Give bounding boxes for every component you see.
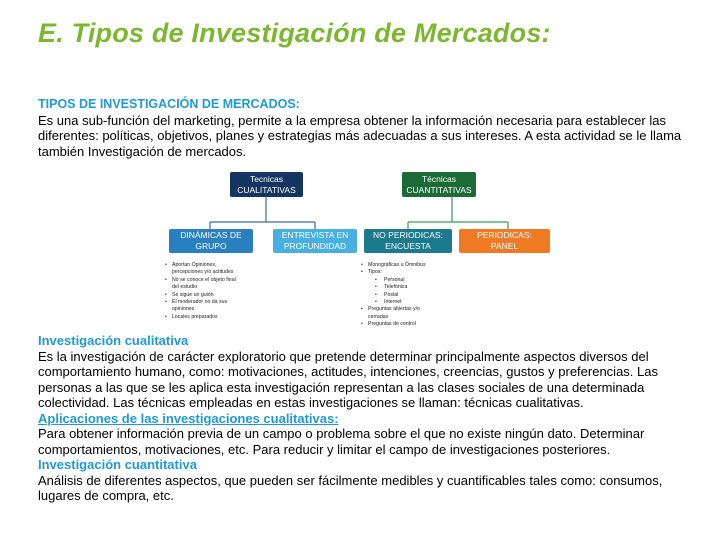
interview-line1: ENTREVISTA EN <box>281 230 349 240</box>
slide-title: E. Tipos de Investigación de Mercados: <box>38 18 551 48</box>
list-item: • No se conoce el objeto final del estudio <box>164 277 274 292</box>
list-item: • Preguntas abiertas y/o cerradas <box>360 306 470 321</box>
periodic-line2: PANEL <box>490 241 519 251</box>
list-item: • Personal <box>360 277 470 284</box>
intro-heading: TIPOS DE INVESTIGACIÓN DE MERCADOS: <box>38 97 300 111</box>
list-item: • Postal <box>360 292 470 299</box>
quantitative-header-line2: CUANTITATIVAS <box>406 184 472 195</box>
periodic-line1: PERIODICAS: <box>477 230 532 240</box>
quantitative-bullet-list <box>360 262 470 329</box>
list-item: • Telefónica <box>360 284 470 291</box>
qualitative-techniques-box <box>230 172 303 197</box>
qualitative-header-line2: CUALITATIVAS <box>237 184 296 195</box>
interview-line2: PROFUNDIDAD <box>283 241 347 251</box>
non-periodic-line2: ENCUESTA <box>385 241 431 251</box>
periodic-panel-box <box>459 229 550 253</box>
qualitative-bullet-list <box>164 262 274 321</box>
applications-text: Para obtener información previa de un campo o problema sobre el que no existe ningún dato. Determinar comportamientos, motivaciones, etc. Para reducir y limitar el campo de investigaciones posteriores. <box>38 426 645 457</box>
in-depth-interview-box <box>273 229 357 253</box>
list-item: • Aportan Opiniones, percepciones y/o actitudes <box>164 262 274 277</box>
qualitative-heading: Investigación cualitativa <box>38 333 189 348</box>
non-periodic-survey-box <box>364 229 452 253</box>
list-item: • Locales preparados <box>164 314 274 321</box>
group-dynamics-box <box>169 229 253 253</box>
group-dynamics-line2: GRUPO <box>195 241 227 251</box>
list-item: • Internet <box>360 299 470 306</box>
quantitative-techniques-box <box>402 172 476 197</box>
non-periodic-line1: NO PERIODICAS: <box>373 230 443 240</box>
list-item: • Se sigue un guión <box>164 292 274 299</box>
intro-text: Es una sub-función del marketing, permite a la empresa obtener la información necesaria para establecer las diferentes: políticas, objetivos, planes y estrategias más adecuadas a sus intereses. A esta actividad se le llama también Investigación de mercados. <box>38 112 682 159</box>
quantitative-text: Análisis de diferentes aspectos, que pueden ser fácilmente medibles y cuantificables tales como: consumos, lugares de compra, etc. <box>38 472 663 503</box>
applications-heading[interactable]: Aplicaciones de las investigaciones cualitativas: <box>38 410 339 426</box>
quantitative-header-line1: Técnicas <box>421 173 456 184</box>
list-item: • El moderador no da sus opiniones <box>164 299 274 314</box>
intro-section <box>38 97 698 159</box>
qualitative-section <box>38 333 698 504</box>
qualitative-header-line1: Tecnicas <box>249 173 284 184</box>
qualitative-text: Es la investigación de carácter exploratorio que pretende determinar principalmente aspectos diversos del comportamiento humano, como: motivaciones, actitudes, intenciones, creencias, gustos y preferencias. Las personas a las que se les aplica esta investigación representan a las clases sociales de una determinada colectividad. Las técnicas empleadas en estas investigaciones se llaman: técnicas cualitativas. <box>38 348 658 410</box>
list-item: • Monográficas u Ómnibus <box>360 262 470 269</box>
list-item: • Tipos: <box>360 269 470 276</box>
quantitative-heading: Investigación cuantitativa <box>38 457 197 472</box>
list-item: • Preguntas de control <box>360 321 470 328</box>
group-dynamics-line1: DINÁMICAS DE <box>180 230 242 240</box>
